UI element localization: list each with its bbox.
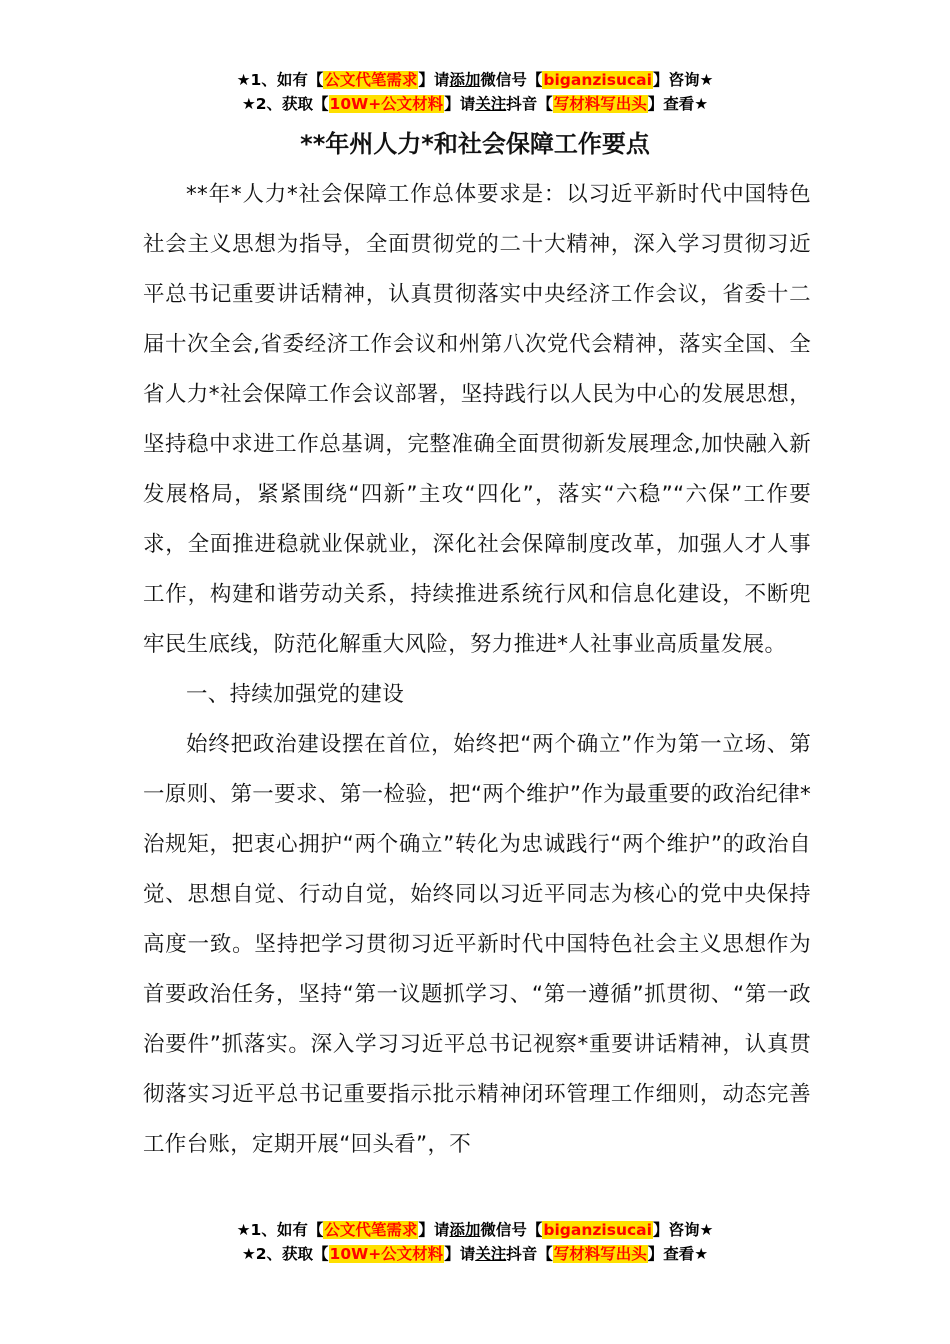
ad-line-1 [0,1218,950,1242]
ad-text: 】请 [444,95,476,113]
ad-text: 抖音【 [506,1245,553,1263]
ad-text: 】查看★ [647,1245,709,1263]
ad-text: 】请 [418,71,450,89]
ad-underline: 关注 [475,95,507,113]
ad-underline: 添加 [449,71,481,89]
ad-text: 】咨询★ [652,1221,714,1239]
ad-underline: 添加 [449,1221,481,1239]
ad-highlight: 公文代笔需求 [324,71,418,89]
document-title: **年州人力*和社会保障工作要点 [300,130,650,158]
ad-line-2 [0,1242,950,1266]
ad-highlight: biganzisucai [543,1221,652,1239]
ad-text: 抖音【 [506,95,553,113]
ad-highlight: 写材料写出头 [553,95,647,113]
ad-highlight: 写材料写出头 [553,1245,647,1263]
ad-text: ★1、如有【 [236,71,324,89]
ad-highlight: 10W+公文材料 [329,1245,444,1263]
ad-highlight: 公文代笔需求 [324,1221,418,1239]
ad-highlight: biganzisucai [543,71,652,89]
ad-text: 】请 [444,1245,476,1263]
ad-text: ★2、获取【 [241,95,329,113]
ad-highlight: 10W+公文材料 [329,95,444,113]
ad-banner-top [0,68,950,116]
body-paragraph: 始终把政治建设摆在首位，始终把“两个确立”作为第一立场、第一原则、第一要求、第一检验，把“两个维护”作为最重要的政治纪律*治规矩，把衷心拥护“两个确立”转化为忠诚践行“两个维护”的政治自觉、思想自觉、行动自觉，始终同以习近平同志为核心的党中央保持高度一致。坚持把学习贯彻习近平新时代中国特色社会主义思想作为首要政治任务，坚持“第一议题抓学习、“第一遵循”抓贯彻、“第一政治要件”抓落实。深入学习习近平总书记视察*重要讲话精神，认真贯彻落实习近平总书记重要指示批示精神闭环管理工作细则，动态完善工作台账，定期开展“回头看”，不 [143,732,811,1157]
body-paragraph-intro: **年*人力*社会保障工作总体要求是：以习近平新时代中国特色社会主义思想为指导，全面贯彻党的二十大精神，深入学习贯彻习近平总书记重要讲话精神，认真贯彻落实中央经济工作会议，省委十二届十次全会,省委经济工作会议和州第八次党代会精神，落实全国、全省人力*社会保障工作会议部署，坚持践行以人民为中心的发展思想，坚持稳中求进工作总基调，完整准确全面贯彻新发展理念,加快融入新发展格局，紧紧围绕“四新”主攻“四化”，落实“六稳”“六保”工作要求，全面推进稳就业保就业，深化社会保障制度改革，加强人才人事工作，构建和谐劳动关系，持续推进系统行风和信息化建设，不断兜牢民生底线，防范化解重大风险，努力推进*人社事业高质量发展。 [143,182,811,657]
ad-text: ★2、获取【 [241,1245,329,1263]
ad-text: ★1、如有【 [236,1221,324,1239]
section-heading: 一、持续加强党的建设 [186,682,405,707]
ad-line-2 [0,92,950,116]
ad-text: 】咨询★ [652,71,714,89]
ad-underline: 关注 [475,1245,507,1263]
document-body [143,170,811,1170]
ad-line-1 [0,68,950,92]
ad-text: 】查看★ [647,95,709,113]
ad-text: 】请 [418,1221,450,1239]
ad-text: 微信号【 [480,1221,543,1239]
ad-text: 微信号【 [480,71,543,89]
ad-banner-bottom [0,1218,950,1266]
